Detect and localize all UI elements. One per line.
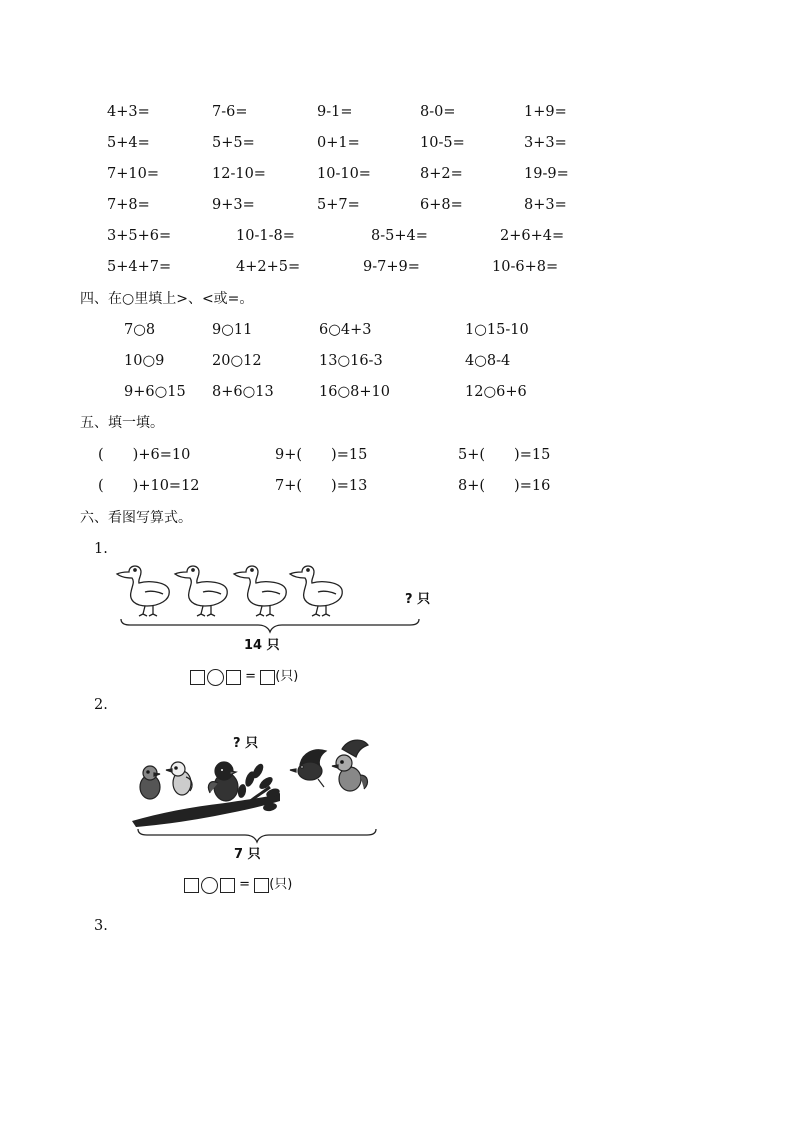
- compare-r1-c2: 13○16-3: [319, 353, 383, 369]
- problem1-total: 14 只: [244, 638, 280, 653]
- arith-r0-c1: 7-6=: [212, 104, 248, 120]
- problem2-total: 7 只: [234, 847, 261, 862]
- fill-r1-c2: 8+( )=16: [458, 478, 551, 494]
- compare-r0-c3: 1○15-10: [465, 322, 529, 338]
- fill-r0-c1: 9+( )=15: [275, 447, 368, 463]
- arith-r4-c3: 2+6+4=: [500, 228, 565, 244]
- arith-r2-c4: 19-9=: [524, 166, 569, 182]
- problem2-brace: [137, 828, 377, 844]
- arith-r3-c0: 7+8=: [107, 197, 150, 213]
- compare-r1-c3: 4○8-4: [465, 353, 511, 369]
- compare-r0-c1: 9○11: [212, 322, 253, 338]
- arith-r2-c3: 8+2=: [420, 166, 463, 182]
- fill-r0-c0: ( )+6=10: [98, 447, 191, 463]
- compare-r2-c0: 9+6○15: [124, 384, 186, 400]
- problem1-number: 1.: [94, 541, 108, 557]
- section5-title: 五、填一填。: [80, 415, 164, 431]
- arith-r0-c2: 9-1=: [317, 104, 353, 120]
- arith-r1-c1: 5+5=: [212, 135, 255, 151]
- arith-r0-c0: 4+3=: [107, 104, 150, 120]
- equals-sign: =: [239, 877, 251, 892]
- problem1-question: ? 只: [405, 592, 431, 607]
- compare-r2-c1: 8+6○13: [212, 384, 274, 400]
- compare-r0-c0: 7○8: [124, 322, 156, 338]
- arith-r4-c2: 8-5+4=: [371, 228, 428, 244]
- problem1-unit: (只): [275, 669, 299, 684]
- problem2-number: 2.: [94, 697, 108, 713]
- arith-r0-c4: 1+9=: [524, 104, 567, 120]
- answer-box[interactable]: [190, 670, 205, 685]
- arith-r5-c1: 4+2+5=: [236, 259, 301, 275]
- problem1-ducks-illustration: [115, 558, 355, 618]
- problem1-formula: [190, 668, 298, 687]
- arith-r4-c1: 10-1-8=: [236, 228, 295, 244]
- problem3-number: 3.: [94, 918, 108, 934]
- section6-title: 六、看图写算式。: [80, 510, 192, 526]
- arith-r5-c2: 9-7+9=: [363, 259, 420, 275]
- compare-r0-c2: 6○4+3: [319, 322, 372, 338]
- problem2-unit: (只): [269, 877, 293, 892]
- problem2-formula: [184, 876, 292, 895]
- arith-r3-c4: 8+3=: [524, 197, 567, 213]
- arith-r2-c2: 10-10=: [317, 166, 371, 182]
- equals-sign: =: [245, 669, 257, 684]
- arith-r2-c1: 12-10=: [212, 166, 266, 182]
- compare-r1-c0: 10○9: [124, 353, 165, 369]
- arith-r4-c0: 3+5+6=: [107, 228, 172, 244]
- problem2-birds-on-branch-illustration: [130, 735, 375, 830]
- answer-box[interactable]: [260, 670, 275, 685]
- section4-title: 四、在○里填上>、<或=。: [80, 291, 254, 307]
- answer-box[interactable]: [184, 878, 199, 893]
- arith-r1-c3: 10-5=: [420, 135, 465, 151]
- problem2-question: ? 只: [233, 736, 259, 751]
- fill-r0-c2: 5+( )=15: [458, 447, 551, 463]
- arith-r0-c3: 8-0=: [420, 104, 456, 120]
- arith-r3-c2: 5+7=: [317, 197, 360, 213]
- arith-r5-c3: 10-6+8=: [492, 259, 559, 275]
- compare-r2-c2: 16○8+10: [319, 384, 390, 400]
- arith-r3-c3: 6+8=: [420, 197, 463, 213]
- arith-r1-c2: 0+1=: [317, 135, 360, 151]
- answer-box[interactable]: [226, 670, 241, 685]
- fill-r1-c0: ( )+10=12: [98, 478, 200, 494]
- answer-box[interactable]: [220, 878, 235, 893]
- arith-r5-c0: 5+4+7=: [107, 259, 172, 275]
- arith-r3-c1: 9+3=: [212, 197, 255, 213]
- operator-circle[interactable]: [207, 669, 224, 686]
- arith-r1-c4: 3+3=: [524, 135, 567, 151]
- fill-r1-c1: 7+( )=13: [275, 478, 368, 494]
- compare-r2-c3: 12○6+6: [465, 384, 527, 400]
- operator-circle[interactable]: [201, 877, 218, 894]
- answer-box[interactable]: [254, 878, 269, 893]
- compare-r1-c1: 20○12: [212, 353, 262, 369]
- arith-r1-c0: 5+4=: [107, 135, 150, 151]
- arith-r2-c0: 7+10=: [107, 166, 159, 182]
- problem1-brace: [120, 618, 420, 634]
